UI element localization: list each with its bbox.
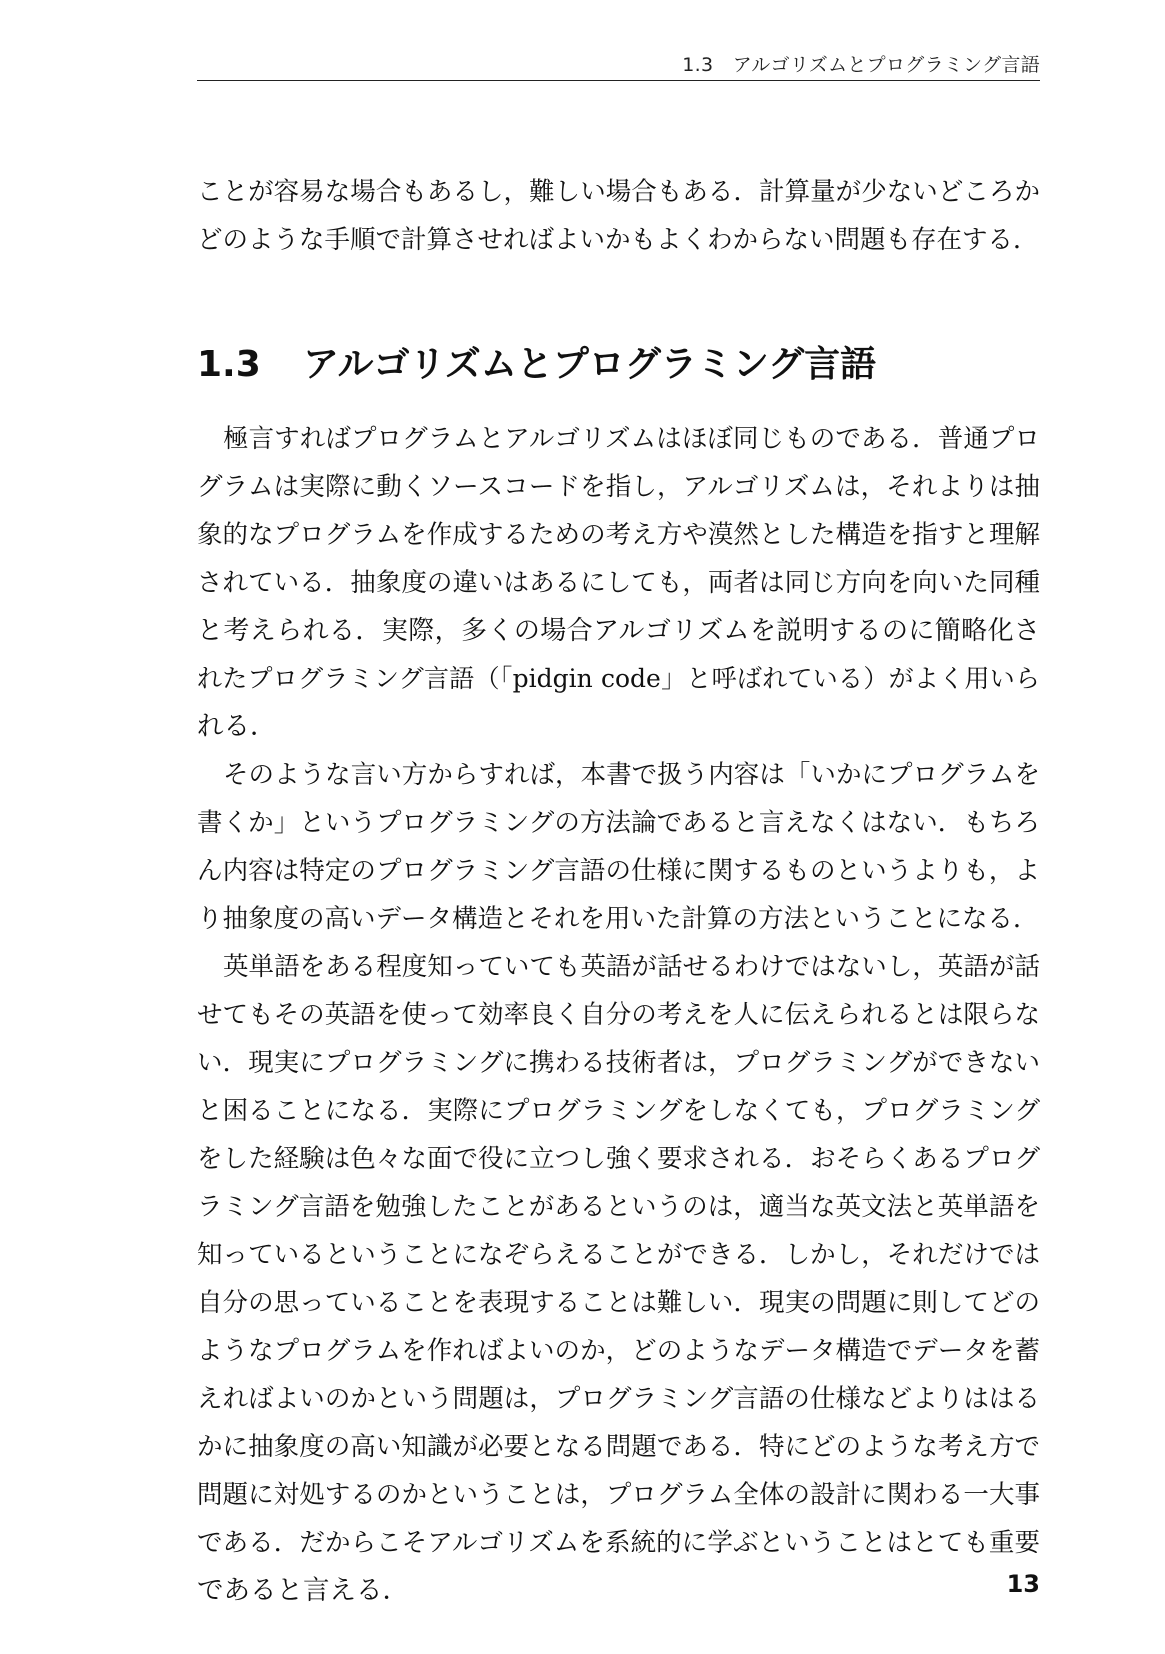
text-line: れる． (197, 711, 277, 742)
text-line: ようなプログラムを作ればよいのか，どのようなデータ構造でデータを蓄 (197, 1336, 1040, 1366)
text-line: ん内容は特定のプログラミング言語の仕様に関するものというよりも，よ (197, 856, 1040, 886)
header-rule (197, 80, 1040, 81)
text-line: 自分の思っていることを表現することは難しい．現実の問題に則してどの (197, 1288, 1040, 1318)
text-line: をした経験は色々な面で役に立つし強く要求される．おそらくあるプログ (197, 1144, 1040, 1174)
section-number: 1.3 (197, 344, 261, 385)
text-line: い．現実にプログラミングに携わる技術者は，プログラミングができない (197, 1048, 1040, 1078)
body-text (197, 415, 1040, 1615)
text-line: ことが容易な場合もあるし，難しい場合もある．計算量が少ないどころか (197, 177, 1040, 207)
text-line: せてもその英語を使って効率良く自分の考えを人に伝えられるとは限らな (197, 1000, 1040, 1030)
text-line: かに抽象度の高い知識が必要となる問題である．特にどのような考え方で (197, 1432, 1040, 1462)
text-line: 知っているということになぞらえることができる．しかし，それだけでは (197, 1240, 1040, 1270)
text-line: どのような手順で計算させればよいかもよくわからない問題も存在する． (197, 225, 1039, 255)
section-title: アルゴリズムとプログラミング言語 (303, 344, 877, 385)
text-line: ラミング言語を勉強したことがあるというのは，適当な英文法と英単語を (197, 1192, 1040, 1222)
text-line: そのような言い方からすれば，本書で扱う内容は「いかにプログラムを (223, 760, 1040, 790)
text-line: 問題に対処するのかということは，プログラム全体の設計に関わる一大事 (197, 1480, 1040, 1510)
section-heading (197, 343, 1040, 387)
page-number: 13 (1006, 1570, 1040, 1598)
text-line: えればよいのかという問題は，プログラミング言語の仕様などよりははる (197, 1384, 1040, 1414)
text-line: グラムは実際に動くソースコードを指し，アルゴリズムは，それよりは抽 (197, 472, 1040, 502)
running-head: 1.3 アルゴリズムとプログラミング言語 (682, 54, 1040, 76)
text-line: と困ることになる．実際にプログラミングをしなくても，プログラミング (197, 1096, 1040, 1126)
text-line: であると言える． (197, 1575, 409, 1606)
text-line: 書くか」というプログラミングの方法論であると言えなくはない．もちろ (197, 808, 1040, 838)
text-line: れたプログラミング言語（「pidgin code」と呼ばれている）がよく用いら (197, 664, 1040, 693)
text-line: されている．抽象度の違いはあるにしても，両者は同じ方向を向いた同種 (197, 568, 1040, 598)
text-line: 象的なプログラムを作成するための考え方や漠然とした構造を指すと理解 (197, 520, 1040, 550)
text-line: 極言すればプログラムとアルゴリズムはほぼ同じものである．普通プロ (223, 424, 1040, 454)
text-line: である．だからこそアルゴリズムを系統的に学ぶということはとても重要 (197, 1528, 1040, 1558)
text-line: 英単語をある程度知っていても英語が話せるわけではないし，英語が話 (223, 952, 1040, 982)
text-line: り抽象度の高いデータ構造とそれを用いた計算の方法ということになる． (197, 904, 1039, 934)
intro-paragraph (197, 168, 1040, 264)
text-line: と考えられる．実際，多くの場合アルゴリズムを説明するのに簡略化さ (197, 616, 1040, 646)
